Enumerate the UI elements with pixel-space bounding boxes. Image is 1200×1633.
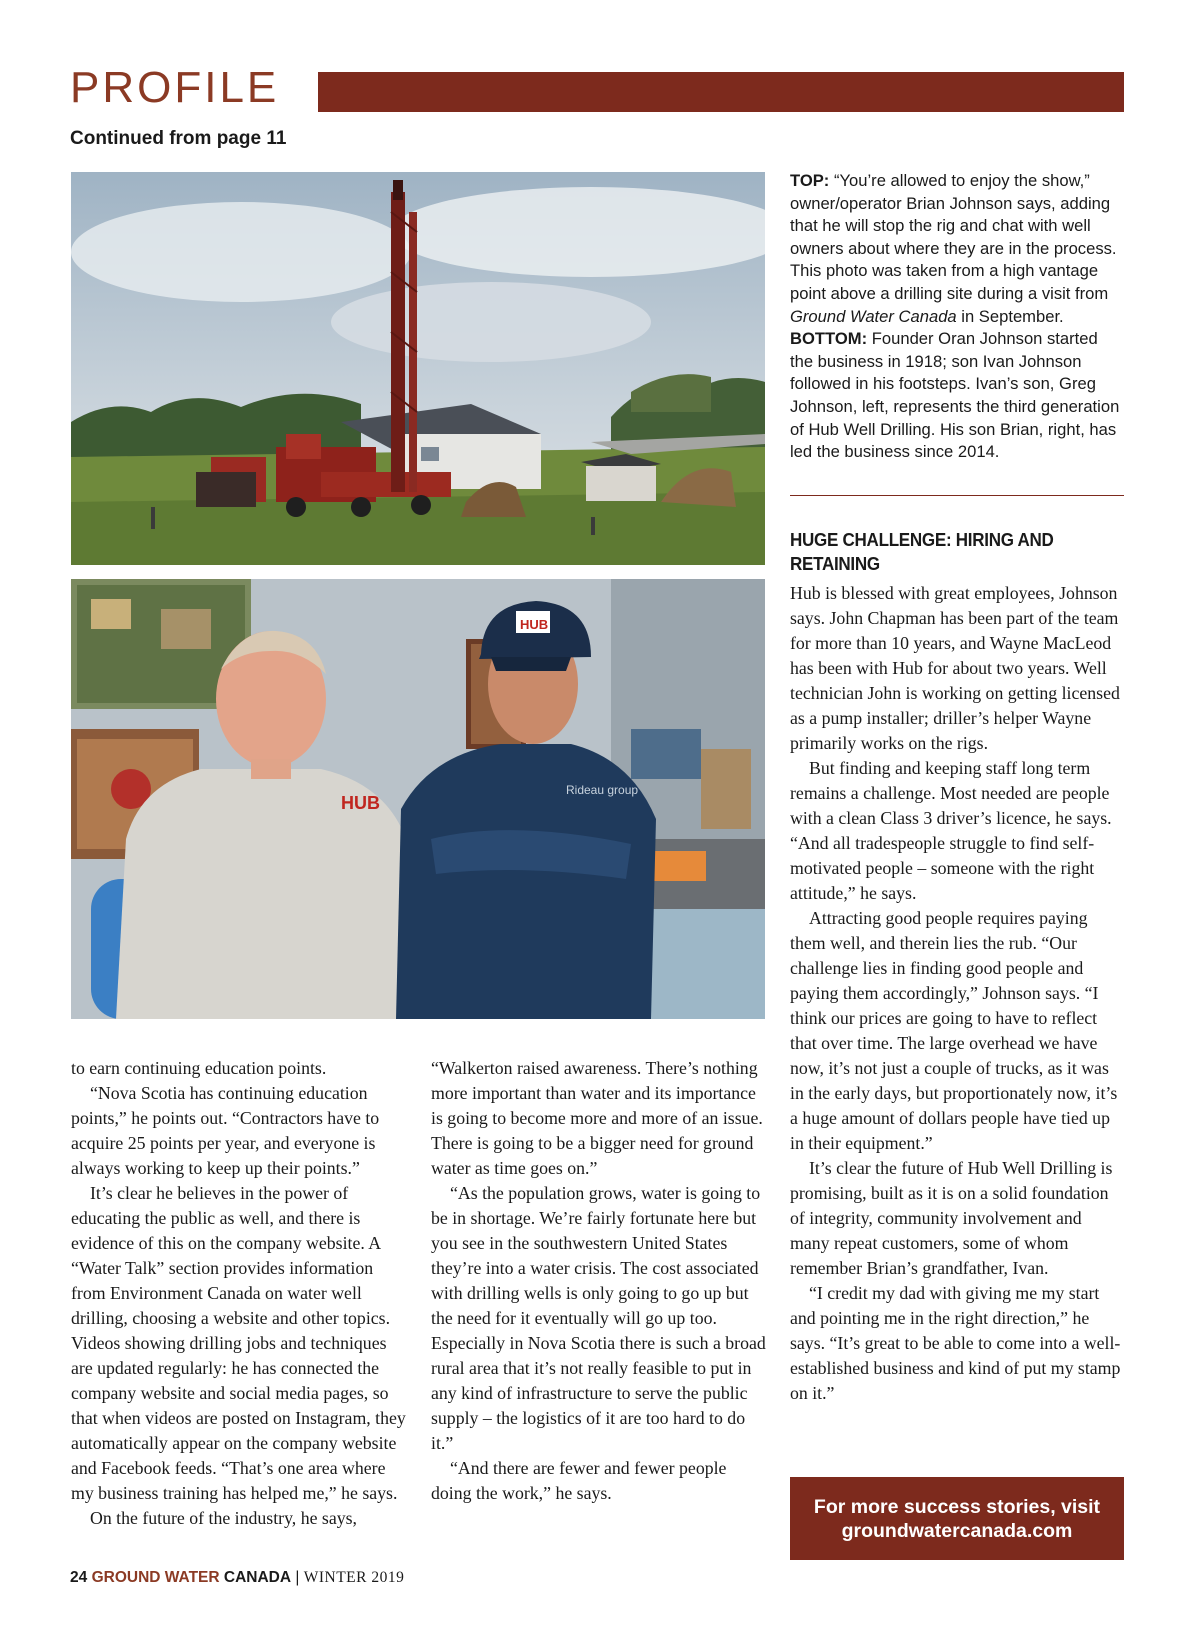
promo-box[interactable] <box>790 1477 1124 1560</box>
page-number: 24 <box>70 1569 88 1586</box>
paragraph: On the future of the industry, he says, <box>90 1508 357 1528</box>
photo-caption <box>790 170 1125 464</box>
promo-line: For more success stories, visit <box>813 1495 1101 1518</box>
paragraph: Attracting good people requires paying them well, and therein lies the rub. “Our challenge lies in finding good people and paying them accordingly,” Johnson says. “I think our prices are going to have to reflect that over time. The large overhead we have now, it’s not just a couple of trucks, as it was in the early days, but proportionately now, it’s a huge amount of dollars people have tied up in their equipment.” <box>790 908 1118 1153</box>
paragraph: It’s clear he believes in the power of educating the public as well, and there is evidence of this on the company website. A “Water Talk” section provides information from Environment Canada on water well drilling, choosing a website and other topics. Videos showing drilling jobs and techniques are updated regularly: he has connected the company website and social media pages, so that when videos are posted on Instagram, they automatically appear on the company website and Facebook feeds. “That’s one area where my business training has helped me,” he says. <box>71 1183 406 1503</box>
subhead: HUGE CHALLENGE: HIRING AND RETAINING <box>790 529 1054 574</box>
paragraph: “Nova Scotia has continuing education points,” he points out. “Contractors have to acquire 25 points per year, and everyone is always working to keep up their points.” <box>71 1083 380 1178</box>
paragraph: It’s clear the future of Hub Well Drilling is promising, built as it is on a solid foundation of integrity, community involvement and many repeat customers, some of whom remember Brian’s grandfather, Ivan. <box>790 1158 1113 1278</box>
section-title: PROFILE <box>70 63 280 112</box>
issue-date: WINTER 2019 <box>303 1569 405 1586</box>
title-bar <box>318 72 1124 112</box>
caption-divider <box>790 495 1124 496</box>
tshirt-text: Rideau group <box>566 783 639 797</box>
shirt-logo: HUB <box>341 793 380 813</box>
caption-publication: Ground Water Canada <box>790 306 957 326</box>
page-footer <box>70 1569 404 1587</box>
two-men-portrait-photo <box>71 579 765 1019</box>
caption-bottom-label: BOTTOM: <box>790 329 868 349</box>
hat-logo: HUB <box>520 617 549 632</box>
promo-link[interactable]: groundwatercanada.com <box>841 1519 1073 1542</box>
caption-bottom-text: Founder Oran Johnson started the business in 1918; son Ivan Johnson followed in his footsteps. Ivan’s son, Greg Johnson, left, represents the third generation of Hub Well Drilling. His son Brian, right, has led the business since 2014. <box>790 329 1120 462</box>
footer-separator: | <box>295 1569 300 1586</box>
column-middle <box>431 1056 766 1506</box>
paragraph: “As the population grows, water is going to be in shortage. We’re fairly fortunate here but you see in the southwestern United States they’re into a water crisis. The cost associated with drilling wells is only going to go up but the need for it eventually will go up too. Especially in Nova Scotia there is such a broad rural area that it’s not really feasible to put in any kind of infrastructure to serve the public supply – the logistics of it are too hard to do it.” <box>431 1183 766 1453</box>
continued-note: Continued from page 11 <box>70 128 287 149</box>
paragraph: to earn continuing education points. <box>71 1058 327 1078</box>
paragraph: But finding and keeping staff long term remains a challenge. Most needed are people with a clean Class 3 driver’s licence, he says. “And all tradespeople struggle to find self-motivated people – someone with the right attitude,” he says. <box>790 758 1112 903</box>
paragraph: “Walkerton raised awareness. There’s nothing more important than water and its importance is going to become more and more of an issue. There is going to be a bigger need for ground water as time goes on.” <box>431 1058 763 1178</box>
caption-top-text-end: in September. <box>961 306 1064 326</box>
paragraph: Hub is blessed with great employees, Johnson says. John Chapman has been part of the team for more than 10 years, and Wayne MacLeod has been with Hub for about two years. Well technician John is working on getting licensed as a pump installer; driller’s helper Wayne primarily works on the rigs. <box>790 583 1120 753</box>
caption-top-label: TOP: <box>790 171 830 190</box>
column-left <box>71 1056 407 1531</box>
drilling-rig-photo <box>71 172 765 565</box>
brand-canada: CANADA <box>223 1569 292 1586</box>
column-right <box>790 581 1125 1406</box>
brand-ground-water: GROUND WATER <box>91 1569 220 1586</box>
caption-top-text: “You’re allowed to enjoy the show,” owner/operator Brian Johnson says, adding that he will stop the rig and chat with well owners about where they are in the process. This photo was taken from a high vantage point above a drilling site during a visit from <box>790 171 1117 303</box>
paragraph: “I credit my dad with giving me my start and pointing me in the right direction,” he says. “It’s great to be able to come into a well-established business and kind of put my stamp on it.” <box>790 1283 1121 1403</box>
paragraph: “And there are fewer and fewer people doing the work,” he says. <box>431 1458 727 1503</box>
